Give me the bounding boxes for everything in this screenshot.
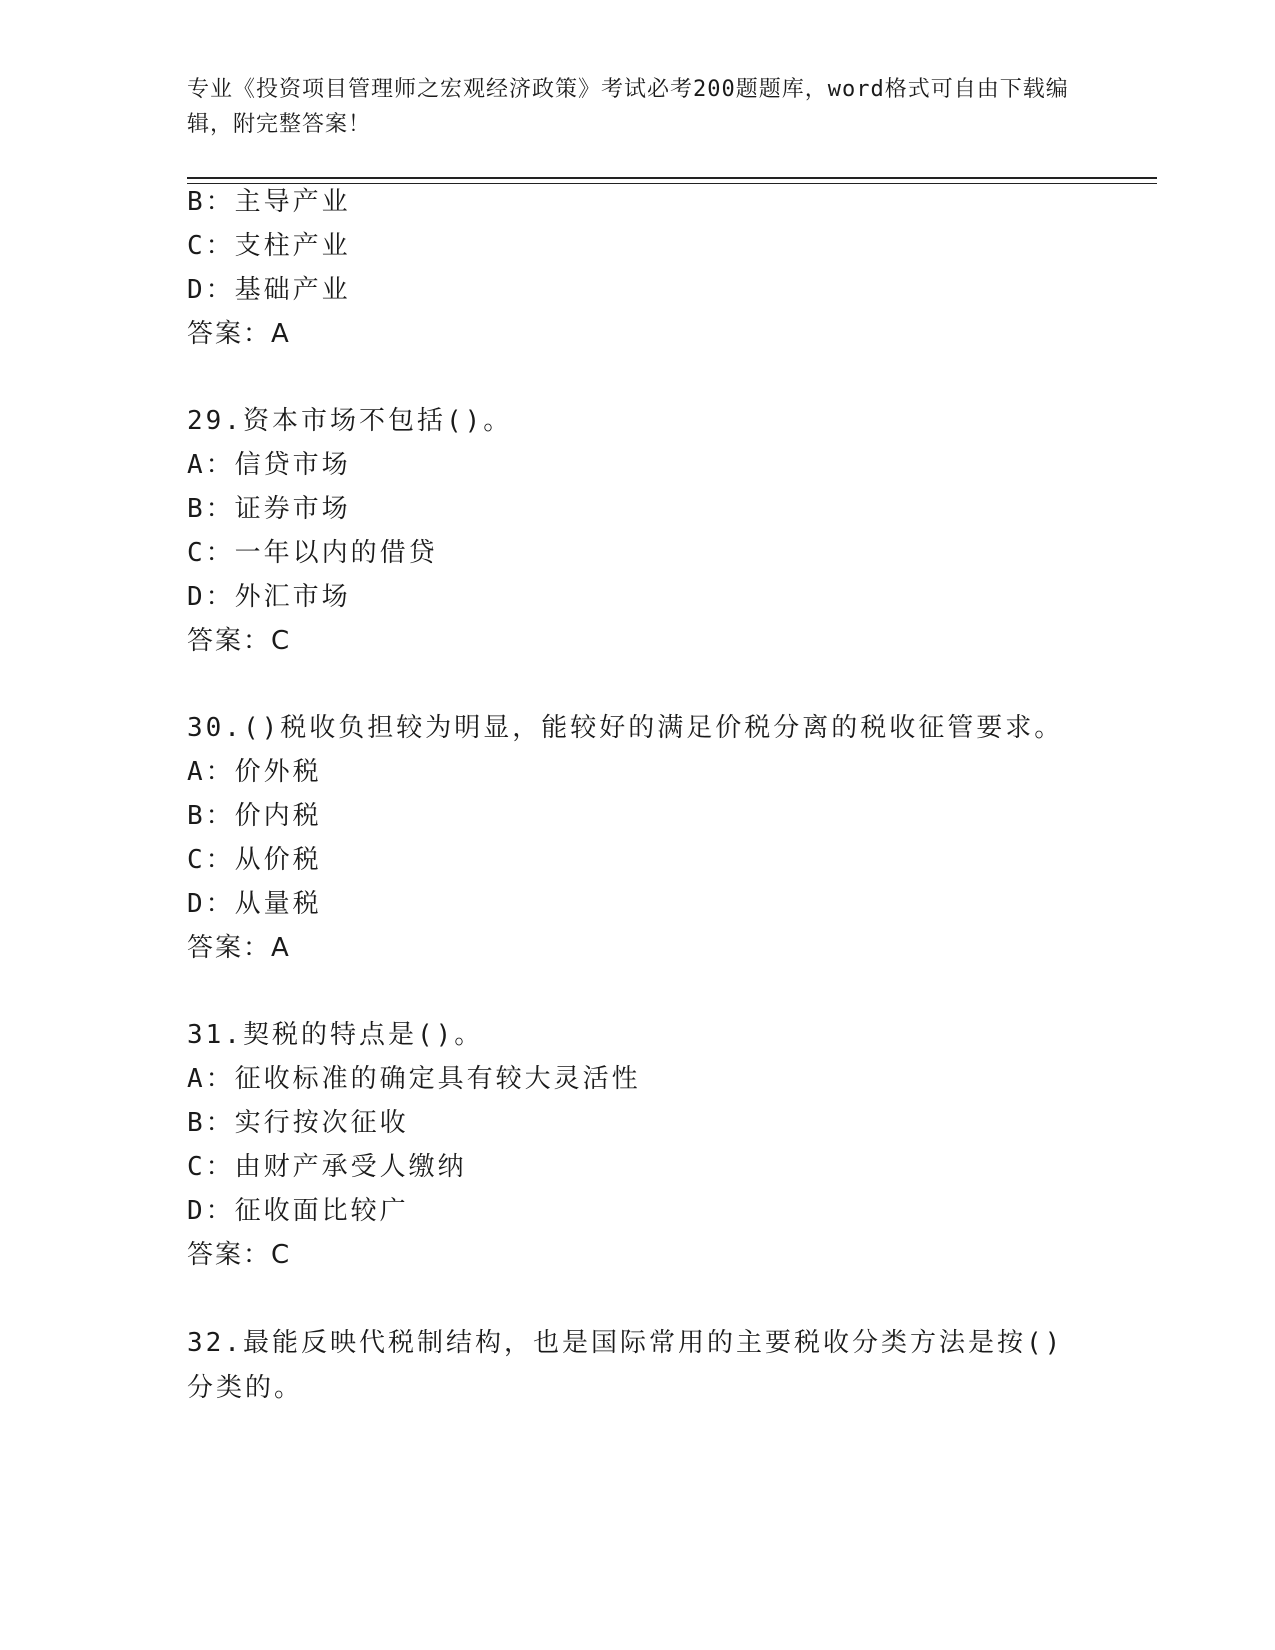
question-32-stem: 32.最能反映代税制结构，也是国际常用的主要税收分类方法是按()分类的。 [187, 1328, 1064, 1403]
option-b: B：价内税 [187, 801, 322, 831]
option-a: A：信贷市场 [187, 450, 351, 480]
question-31-stem: 31.契税的特点是()。 [187, 1020, 484, 1050]
option-a: A：价外税 [187, 757, 322, 787]
document-header-title: 专业《投资项目管理师之宏观经济政策》考试必考200题题库，word格式可自由下载编辑，附完整答案！ [187, 77, 1069, 137]
answer-line: 答案：C [187, 1240, 292, 1270]
header-divider-thin [187, 183, 1157, 184]
answer-line: 答案：A [187, 933, 291, 963]
option-d: D：外汇市场 [187, 582, 351, 612]
option-b: B：主导产业 [187, 187, 351, 217]
header-divider-thick [187, 177, 1157, 179]
option-c: C：支柱产业 [187, 231, 351, 261]
option-c: C：从价税 [187, 845, 322, 875]
question-29-stem: 29.资本市场不包括()。 [187, 406, 513, 436]
answer-line: 答案：A [187, 319, 291, 349]
option-c: C：一年以内的借贷 [187, 538, 438, 568]
question-30-stem: 30.()税收负担较为明显，能较好的满足价税分离的税收征管要求。 [187, 713, 1064, 743]
option-d: D：征收面比较广 [187, 1196, 409, 1226]
answer-line: 答案：C [187, 626, 292, 656]
option-d: D：基础产业 [187, 275, 351, 305]
option-b: B：实行按次征收 [187, 1108, 409, 1138]
option-a: A：征收标准的确定具有较大灵活性 [187, 1064, 641, 1094]
option-c: C：由财产承受人缴纳 [187, 1152, 467, 1182]
option-d: D：从量税 [187, 889, 322, 919]
option-b: B：证券市场 [187, 494, 351, 524]
